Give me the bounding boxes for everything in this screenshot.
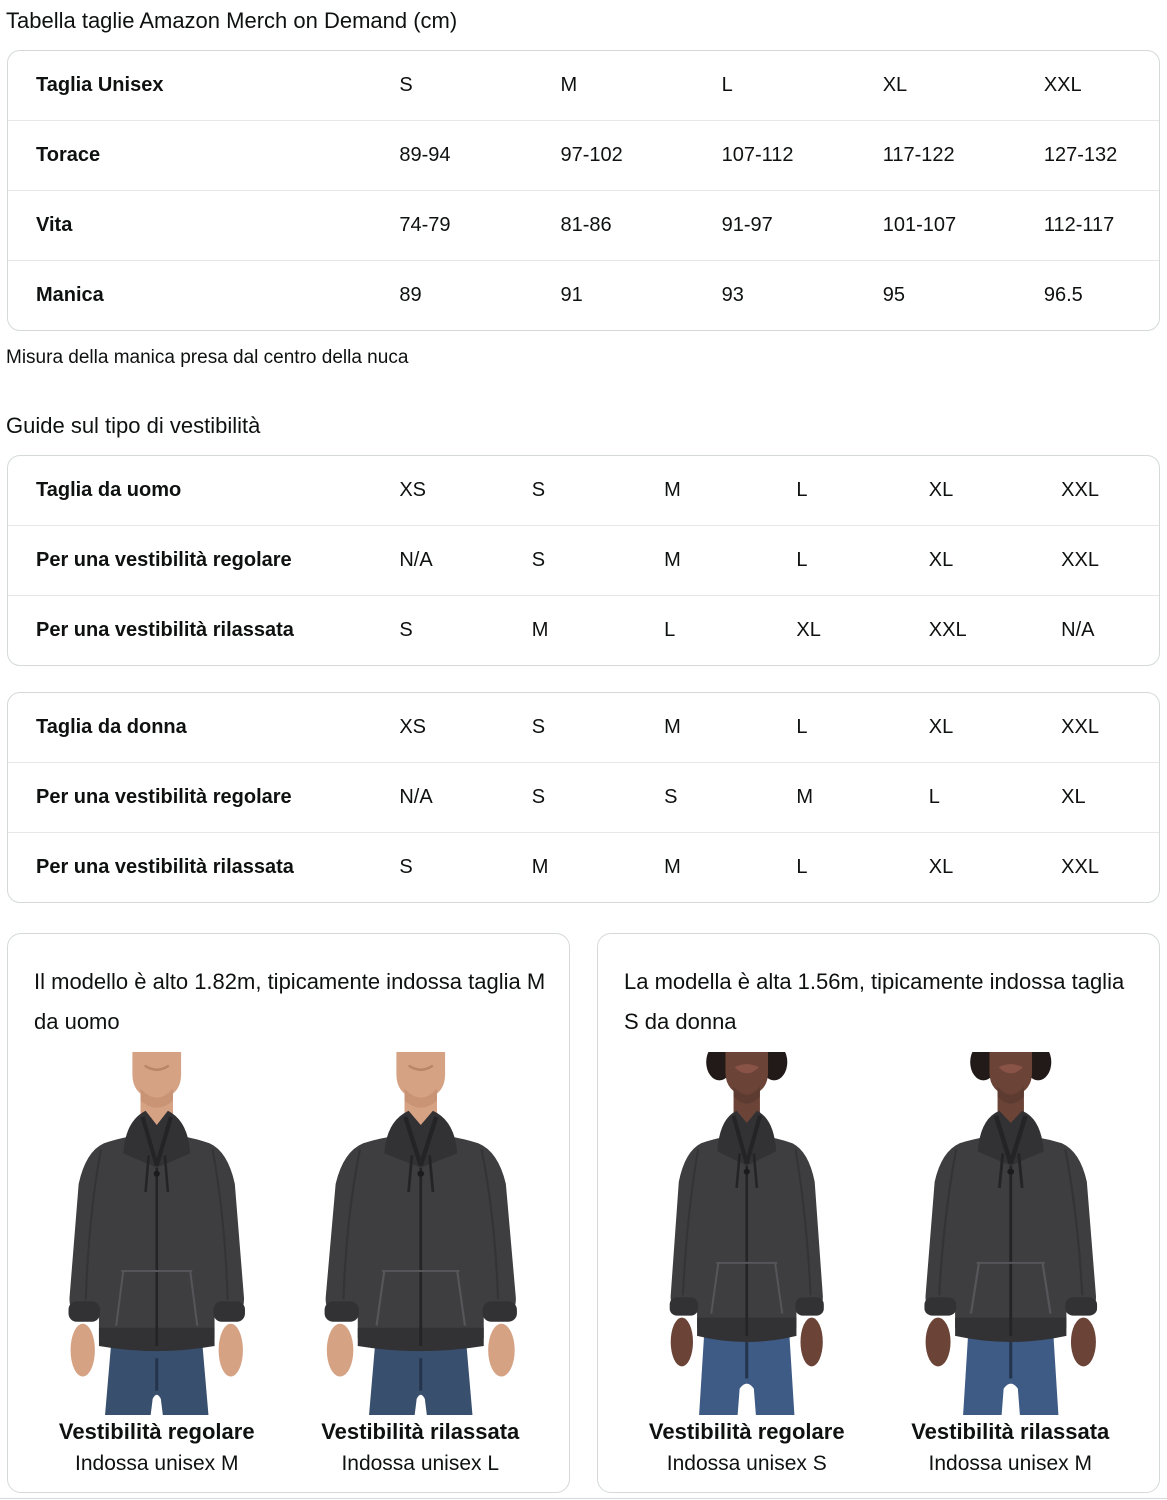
fit-type-label: Vestibilità rilassata (911, 1419, 1110, 1444)
unisex-size-table (8, 51, 1159, 330)
table-gap (0, 666, 1167, 692)
men-fit-table-card (7, 455, 1160, 666)
row-label: Taglia da donna (36, 716, 187, 738)
table-row (8, 456, 1159, 526)
table-row (8, 51, 1159, 121)
size-cell: M (560, 74, 578, 96)
model-cards-row (7, 933, 1160, 1493)
size-cell: XL (929, 526, 1061, 596)
size-cell: N/A (399, 526, 531, 596)
size-cell: XL (928, 479, 954, 501)
model-photo-male-relaxed (294, 1052, 548, 1476)
size-cell: XL (1061, 763, 1159, 833)
size-cell: 74-79 (399, 191, 560, 261)
women-fit-table-card (7, 692, 1160, 903)
size-cell: XL (796, 596, 928, 666)
figure-caption (30, 1419, 284, 1476)
row-label: Vita (8, 191, 399, 261)
worn-size-label: Indossa unisex M (928, 1452, 1092, 1475)
size-cell: XS (399, 716, 427, 738)
row-label: Taglia da uomo (36, 479, 182, 501)
female-model-description: La modella è alta 1.56m, tipicamente indossa taglia S da donna (624, 969, 1125, 1034)
male-model-card (7, 933, 570, 1493)
size-cell: XL (929, 833, 1061, 903)
size-cell: XXL (1061, 716, 1099, 738)
size-cell: S (399, 833, 531, 903)
size-cell: S (532, 763, 664, 833)
size-cell: 95 (883, 261, 1044, 331)
size-cell: M (532, 596, 664, 666)
table-row (8, 833, 1159, 903)
size-cell: XXL (1061, 833, 1159, 903)
table-row (8, 763, 1159, 833)
unisex-size-table-card (7, 50, 1160, 331)
table-row (8, 261, 1159, 331)
size-cell: M (796, 763, 928, 833)
size-cell: M (664, 479, 681, 501)
size-cell: S (532, 526, 664, 596)
fit-type-label: Vestibilità regolare (648, 1419, 845, 1444)
size-cell: 107-112 (722, 121, 883, 191)
size-cell: S (664, 763, 796, 833)
size-cell: L (796, 479, 808, 501)
size-cell: M (532, 833, 664, 903)
model-image (294, 1052, 548, 1415)
table-row (8, 191, 1159, 261)
row-label: Torace (8, 121, 399, 191)
size-cell: XXL (1043, 74, 1082, 96)
size-cell: XL (882, 74, 908, 96)
size-cell: XS (399, 479, 427, 501)
model-photo-male-regular (30, 1052, 284, 1476)
size-cell: N/A (1061, 596, 1159, 666)
size-cell: L (929, 763, 1061, 833)
size-cell: 96.5 (1044, 261, 1159, 331)
female-model-figures (620, 1052, 1137, 1476)
row-label: Per una vestibilità regolare (8, 763, 399, 833)
male-model-description: Il modello è alto 1.82m, tipicamente indossa taglia M da uomo (34, 969, 546, 1034)
row-label: Per una vestibilità rilassata (8, 833, 399, 903)
size-cell: L (721, 74, 733, 96)
fit-type-label: Vestibilità rilassata (321, 1419, 520, 1444)
fit-type-label: Vestibilità regolare (58, 1419, 255, 1444)
size-cell: XXL (1061, 479, 1099, 501)
size-cell: L (664, 596, 796, 666)
size-cell: 93 (722, 261, 883, 331)
size-cell: XL (928, 716, 954, 738)
row-label: Per una vestibilità rilassata (8, 596, 399, 666)
size-cell: 112-117 (1044, 191, 1159, 261)
model-photo-female-relaxed (884, 1052, 1138, 1476)
size-cell: S (399, 596, 531, 666)
size-cell: 91-97 (722, 191, 883, 261)
table-row (8, 693, 1159, 763)
model-image (30, 1052, 284, 1415)
female-model-card (597, 933, 1160, 1493)
size-cell: L (796, 716, 808, 738)
size-cell: S (399, 74, 413, 96)
figure-caption (884, 1419, 1138, 1476)
size-cell: 91 (560, 261, 721, 331)
size-cell: 97-102 (560, 121, 721, 191)
table-row (8, 121, 1159, 191)
size-cell: 89-94 (399, 121, 560, 191)
worn-size-label: Indossa unisex S (666, 1452, 827, 1475)
men-fit-table (8, 456, 1159, 665)
model-image (620, 1052, 874, 1415)
fit-guide-heading: Guide sul tipo di vestibilità (6, 413, 261, 438)
male-model-figures (30, 1052, 547, 1476)
figure-caption (294, 1419, 548, 1476)
women-fit-table (8, 693, 1159, 902)
model-photo-female-regular (620, 1052, 874, 1476)
size-cell: M (664, 833, 796, 903)
size-cell: XXL (1061, 526, 1159, 596)
table-row (8, 526, 1159, 596)
model-image (884, 1052, 1138, 1415)
row-label: Taglia Unisex (36, 74, 164, 96)
worn-size-label: Indossa unisex M (75, 1452, 239, 1475)
size-cell: S (531, 479, 546, 501)
size-cell: L (796, 833, 928, 903)
size-cell: S (531, 716, 546, 738)
size-cell: M (664, 526, 796, 596)
sleeve-measure-note: Misura della manica presa dal centro della nuca (6, 347, 409, 368)
figure-caption (620, 1419, 874, 1476)
row-label: Per una vestibilità regolare (8, 526, 399, 596)
size-cell: L (796, 526, 928, 596)
size-cell: M (664, 716, 681, 738)
row-label: Manica (8, 261, 399, 331)
size-cell: XXL (929, 596, 1061, 666)
size-cell: 101-107 (883, 191, 1044, 261)
size-cell: 89 (399, 261, 560, 331)
size-cell: 117-122 (883, 121, 1044, 191)
page-title: Tabella taglie Amazon Merch on Demand (cm) (6, 8, 458, 33)
worn-size-label: Indossa unisex L (341, 1452, 500, 1475)
size-cell: N/A (399, 763, 531, 833)
size-cell: 127-132 (1044, 121, 1159, 191)
table-row (8, 596, 1159, 666)
size-cell: 81-86 (560, 191, 721, 261)
